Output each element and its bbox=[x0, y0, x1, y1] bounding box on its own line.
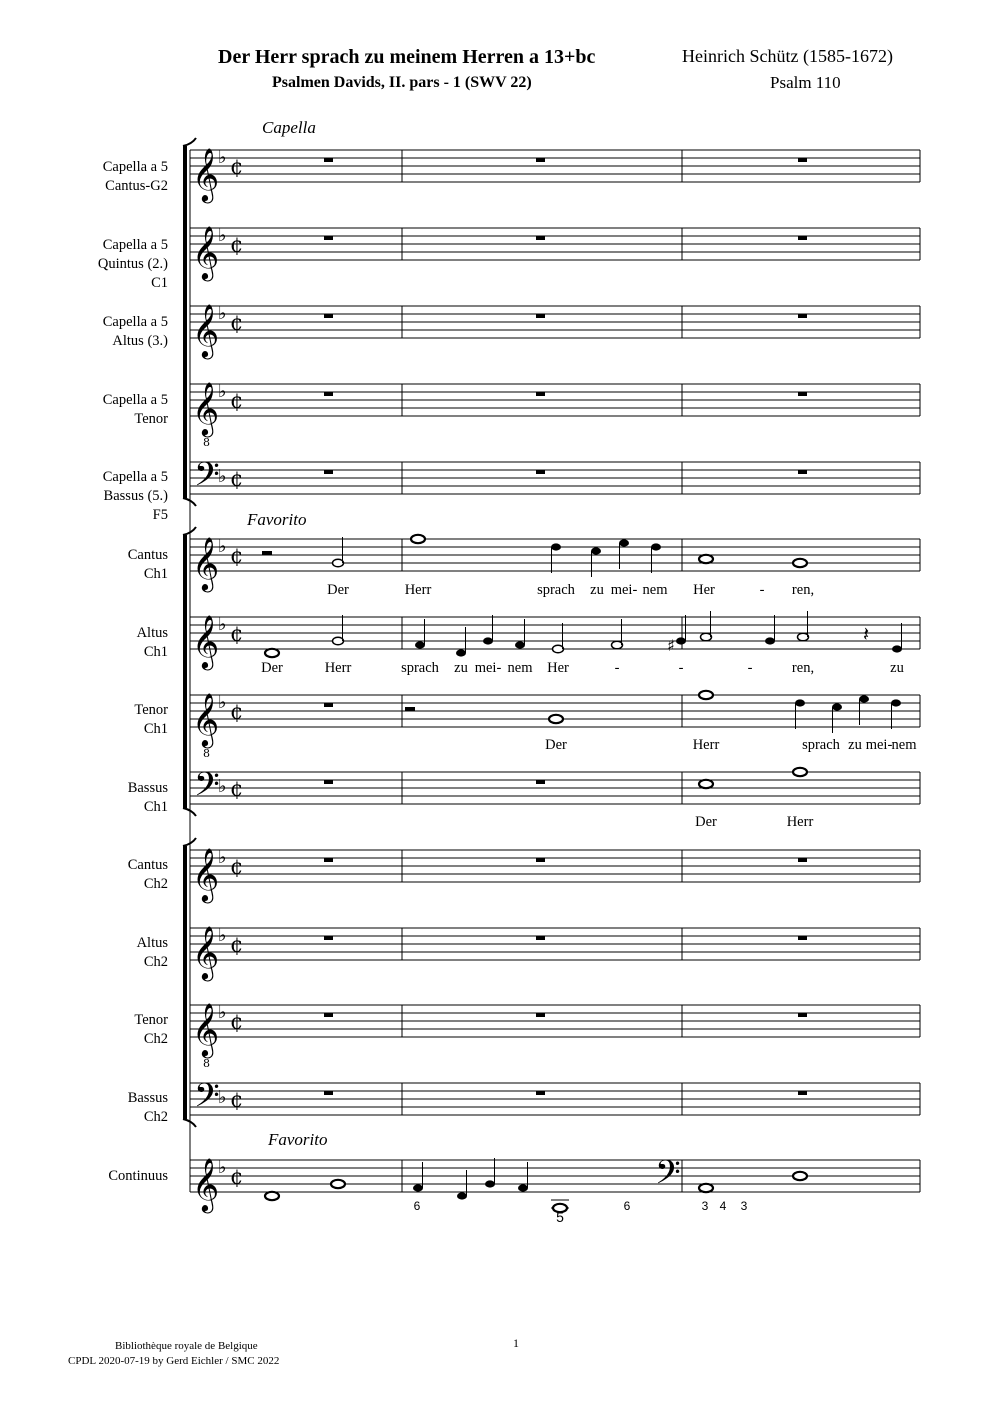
whole-rest-icon bbox=[798, 936, 807, 940]
lyric-syllable: ren, bbox=[791, 660, 815, 676]
note-head bbox=[485, 1180, 495, 1187]
lyric-syllable: Der bbox=[261, 660, 283, 676]
treble-clef-icon: 𝄞 bbox=[192, 692, 220, 746]
bass-clef-icon: 𝄢 bbox=[194, 456, 220, 502]
whole-note bbox=[793, 768, 807, 776]
whole-rest-icon bbox=[798, 392, 807, 396]
treble-clef-icon: 𝄞 bbox=[192, 225, 220, 279]
whole-rest-icon bbox=[536, 780, 545, 784]
half-rest-icon bbox=[262, 551, 272, 555]
whole-note bbox=[699, 780, 713, 788]
whole-rest-icon bbox=[798, 858, 807, 862]
figured-bass: 3 bbox=[701, 1199, 709, 1213]
cut-time-icon: ¢ bbox=[230, 700, 244, 724]
whole-rest-icon bbox=[324, 470, 333, 474]
treble-clef-icon: 𝄞 bbox=[192, 381, 220, 435]
lyric-syllable: zu bbox=[890, 660, 904, 676]
treble-clef-icon: 𝄞 bbox=[192, 847, 220, 901]
figured-bass: 5 bbox=[556, 1209, 564, 1225]
cut-time-icon: ¢ bbox=[230, 777, 244, 801]
flat-key-signature-icon: ♭ bbox=[218, 381, 227, 402]
note-head bbox=[333, 637, 344, 645]
cut-time-icon: ¢ bbox=[230, 933, 244, 957]
treble-clef-icon: 𝄞 bbox=[192, 147, 220, 201]
whole-note bbox=[793, 1172, 807, 1180]
lyric-syllable: Herr bbox=[404, 582, 432, 598]
flat-key-signature-icon: ♭ bbox=[218, 692, 227, 713]
whole-rest-icon bbox=[798, 1091, 807, 1095]
whole-rest-icon bbox=[536, 392, 545, 396]
whole-rest-icon bbox=[536, 158, 545, 162]
flat-key-signature-icon: ♭ bbox=[218, 614, 227, 635]
note-head bbox=[832, 703, 842, 710]
note-head bbox=[612, 641, 623, 649]
cut-time-icon: ¢ bbox=[230, 855, 244, 879]
flat-key-signature-icon: ♭ bbox=[218, 925, 227, 946]
cut-time-icon: ¢ bbox=[230, 1088, 244, 1112]
staff-label-capella-cantus: Capella a 5 Cantus-G2 bbox=[102, 159, 168, 194]
note-head bbox=[333, 559, 344, 567]
note-head bbox=[457, 1192, 467, 1199]
treble-clef-icon: 𝄞 bbox=[192, 925, 220, 979]
note-head bbox=[415, 641, 425, 648]
note-head bbox=[859, 695, 869, 702]
octave-eight-icon: 8 bbox=[203, 747, 210, 760]
whole-rest-icon bbox=[798, 314, 807, 318]
lyric-syllable: Her bbox=[693, 582, 715, 598]
staff-label-continuo: Continuus bbox=[108, 1168, 168, 1184]
whole-rest-icon bbox=[324, 392, 333, 396]
lyric-syllable: zu bbox=[590, 582, 604, 598]
page-number: 1 bbox=[513, 1336, 519, 1350]
staff-label-capella-bassus: Capella a 5 Bassus (5.) F5 bbox=[102, 469, 168, 523]
whole-note bbox=[699, 691, 713, 699]
whole-rest-icon bbox=[798, 236, 807, 240]
flat-key-signature-icon: ♭ bbox=[218, 466, 227, 487]
whole-rest-icon bbox=[324, 236, 333, 240]
lyric-syllable: mei- bbox=[610, 582, 638, 598]
lyric-syllable: Herr bbox=[692, 737, 720, 753]
lyric-syllable: - bbox=[759, 582, 765, 598]
note-head bbox=[891, 699, 901, 706]
flat-key-signature-icon: ♭ bbox=[218, 225, 227, 246]
bass-clef-icon: 𝄢 bbox=[194, 766, 220, 812]
treble-clef-icon: 𝄞 bbox=[192, 303, 220, 357]
treble-clef-icon: 𝄞 bbox=[192, 1002, 220, 1056]
cut-time-icon: ¢ bbox=[230, 467, 244, 491]
lyric-syllable: Her bbox=[547, 660, 569, 676]
figured-bass: 6 bbox=[413, 1199, 421, 1213]
note-head bbox=[676, 637, 686, 644]
whole-note bbox=[411, 535, 425, 543]
flat-key-signature-icon: ♭ bbox=[218, 1002, 227, 1023]
cut-time-icon: ¢ bbox=[230, 1165, 244, 1189]
flat-key-signature-icon: ♭ bbox=[218, 1087, 227, 1108]
whole-rest-icon bbox=[324, 780, 333, 784]
note-head bbox=[765, 637, 775, 644]
psalm-reference: Psalm 110 bbox=[770, 73, 841, 92]
lyric-syllable: Herr bbox=[324, 660, 352, 676]
note-head bbox=[551, 543, 561, 550]
flat-key-signature-icon: ♭ bbox=[218, 303, 227, 324]
section-favorito: Favorito bbox=[247, 510, 307, 529]
staff-label-altus-ch2: Altus Ch2 bbox=[136, 935, 168, 970]
note-head bbox=[798, 633, 809, 641]
staff-label-capella-altus: Capella a 5 Altus (3.) bbox=[102, 314, 168, 349]
whole-rest-icon bbox=[536, 1091, 545, 1095]
staff-label-bassus-ch1: Bassus Ch1 bbox=[127, 780, 168, 815]
whole-rest-icon bbox=[324, 703, 333, 707]
whole-rest-icon bbox=[324, 1091, 333, 1095]
flat-key-signature-icon: ♭ bbox=[218, 536, 227, 557]
staff-label-bassus-ch2: Bassus Ch2 bbox=[127, 1090, 168, 1125]
staff-label-capella-quintus: Capella a 5 Quintus (2.) C1 bbox=[97, 237, 168, 291]
note-head bbox=[515, 641, 525, 648]
whole-rest-icon bbox=[536, 236, 545, 240]
whole-note bbox=[793, 559, 807, 567]
section-favorito-continuo: Favorito bbox=[268, 1130, 328, 1149]
note-head bbox=[795, 699, 805, 706]
whole-note bbox=[265, 649, 279, 657]
lyric-syllable: mei- bbox=[474, 660, 502, 676]
staff-label-cantus-ch2: Cantus Ch2 bbox=[127, 857, 168, 892]
half-rest-icon bbox=[405, 707, 415, 711]
lyric-syllable: sprach bbox=[802, 737, 840, 753]
flat-key-signature-icon: ♭ bbox=[218, 776, 227, 797]
whole-rest-icon bbox=[324, 858, 333, 862]
octave-eight-icon: 8 bbox=[203, 1057, 210, 1070]
cut-time-icon: ¢ bbox=[230, 311, 244, 335]
octave-eight-icon: 8 bbox=[203, 436, 210, 449]
treble-clef-icon: 𝄞 bbox=[192, 614, 220, 668]
note-head bbox=[619, 539, 629, 546]
flat-key-signature-icon: ♭ bbox=[218, 1157, 227, 1178]
lyric-syllable: - bbox=[678, 660, 684, 676]
whole-rest-icon bbox=[798, 470, 807, 474]
treble-clef-icon: 𝄞 bbox=[192, 1157, 220, 1211]
bracket-capella-hook bbox=[183, 138, 196, 146]
cut-time-icon: ¢ bbox=[230, 1010, 244, 1034]
note-head bbox=[456, 649, 466, 656]
whole-rest-icon bbox=[536, 936, 545, 940]
bass-clef-icon: 𝄢 bbox=[194, 1077, 220, 1123]
lyric-syllable: ren, bbox=[791, 582, 815, 598]
staff-label-tenor-ch1: Tenor Ch1 bbox=[134, 702, 168, 737]
lyric-syllable: Der bbox=[327, 582, 349, 598]
whole-note bbox=[331, 1180, 345, 1188]
sharp-icon: ♯ bbox=[667, 636, 675, 655]
lyric-syllable: zu bbox=[848, 737, 862, 753]
treble-clef-icon: 𝄞 bbox=[192, 536, 220, 590]
page-subtitle: Psalmen Davids, II. pars - 1 (SWV 22) bbox=[272, 74, 532, 91]
whole-rest-icon bbox=[324, 936, 333, 940]
whole-rest-icon bbox=[324, 1013, 333, 1017]
whole-rest-icon bbox=[536, 470, 545, 474]
lyric-syllable: sprach bbox=[537, 582, 575, 598]
staff-label-cantus-ch1: Cantus Ch1 bbox=[127, 547, 168, 582]
cut-time-icon: ¢ bbox=[230, 155, 244, 179]
whole-rest-icon bbox=[798, 158, 807, 162]
figured-bass: 4 bbox=[719, 1199, 727, 1213]
whole-note bbox=[265, 1192, 279, 1200]
whole-rest-icon bbox=[536, 1013, 545, 1017]
whole-note bbox=[549, 715, 563, 723]
note-head bbox=[553, 645, 564, 653]
bass-clef-icon: 𝄢 bbox=[655, 1154, 681, 1200]
lyric-syllable: mei- bbox=[865, 737, 893, 753]
whole-rest-icon bbox=[324, 314, 333, 318]
lyric-syllable: - bbox=[747, 660, 753, 676]
figured-bass: 6 bbox=[623, 1199, 631, 1213]
lyric-syllable: Der bbox=[545, 737, 567, 753]
note-head bbox=[413, 1184, 423, 1191]
note-head bbox=[518, 1184, 528, 1191]
lyric-syllable: nem bbox=[891, 737, 917, 753]
whole-rest-icon bbox=[798, 1013, 807, 1017]
whole-rest-icon bbox=[324, 158, 333, 162]
note-head bbox=[701, 633, 712, 641]
staff-label-capella-tenor: Capella a 5 Tenor bbox=[102, 392, 168, 427]
cut-time-icon: ¢ bbox=[230, 544, 244, 568]
lyric-syllable: zu bbox=[454, 660, 468, 676]
figured-bass: 3 bbox=[740, 1199, 748, 1213]
note-head bbox=[892, 645, 902, 652]
lyric-syllable: nem bbox=[507, 660, 533, 676]
note-head bbox=[483, 637, 493, 644]
whole-rest-icon bbox=[536, 858, 545, 862]
lyric-syllable: Herr bbox=[786, 814, 814, 830]
composer-credit: Heinrich Schütz (1585-1672) bbox=[682, 46, 893, 66]
lyric-syllable: Der bbox=[695, 814, 717, 830]
note-head bbox=[651, 543, 661, 550]
whole-note bbox=[699, 1184, 713, 1192]
lyric-syllable: - bbox=[614, 660, 620, 676]
staff-label-tenor-ch2: Tenor Ch2 bbox=[134, 1012, 168, 1047]
note-head bbox=[591, 547, 601, 554]
lyric-syllable: nem bbox=[642, 582, 668, 598]
whole-rest-icon bbox=[536, 314, 545, 318]
cut-time-icon: ¢ bbox=[230, 622, 244, 646]
section-capella: Capella bbox=[262, 118, 316, 137]
flat-key-signature-icon: ♭ bbox=[218, 847, 227, 868]
page-title: Der Herr sprach zu meinem Herren a 13+bc bbox=[218, 46, 596, 68]
cut-time-icon: ¢ bbox=[230, 233, 244, 257]
footer-credit: CPDL 2020-07-19 by Gerd Eichler / SMC 2022 bbox=[68, 1355, 280, 1367]
footer-library: Bibliothèque royale de Belgique bbox=[115, 1340, 258, 1352]
quarter-rest-icon: 𝄽 bbox=[863, 622, 870, 646]
lyric-syllable: sprach bbox=[401, 660, 439, 676]
whole-note bbox=[699, 555, 713, 563]
flat-key-signature-icon: ♭ bbox=[218, 147, 227, 168]
cut-time-icon: ¢ bbox=[230, 389, 244, 413]
staff-label-altus-ch1: Altus Ch1 bbox=[136, 625, 168, 660]
